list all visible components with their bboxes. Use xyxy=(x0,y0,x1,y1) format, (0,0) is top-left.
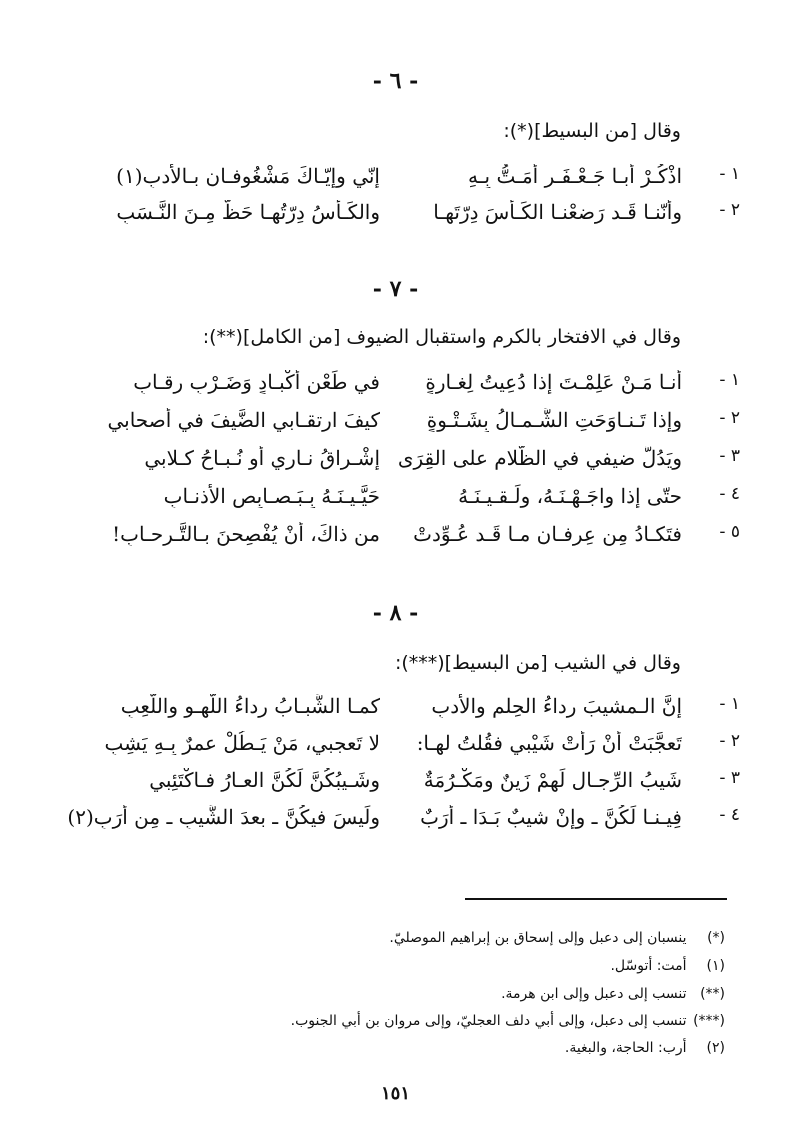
verse-second-hemistich: كيفَ ارتقـابي الضَّيفَ في أصحابي xyxy=(107,408,380,432)
section-intro: وقال في الشيب [من البسيط](***): xyxy=(394,652,681,674)
verse-first-hemistich: وإذا تَـنـاوَحَتِ الشَّـمـالُ بِشَـتْـوةٍ xyxy=(426,408,682,432)
verse-number: ٢ - xyxy=(719,731,740,751)
verse-second-hemistich: من ذاكَ، أنْ يُفْصِحنَ بـالتَّـرحـابِ! xyxy=(112,522,380,546)
verse-line xyxy=(60,200,740,236)
verse-line xyxy=(60,522,740,558)
verse-number: ٢ - xyxy=(719,200,740,220)
footnote-text: تنسب إلى دعبل وإلى ابن هرمة. xyxy=(501,986,687,1002)
verse-second-hemistich: إنّي وإيّـاكَ مَشْغُوفـانِ بـالأدبِ(١) xyxy=(116,164,380,188)
verse-first-hemistich: أنـا مَـنْ عَلِمْـتَ إذا دُعِيتُ لِغـارةٍ xyxy=(425,370,682,394)
section-intro: وقال في الافتخار بالكرم واستقبال الضيوف [من الكامل](**): xyxy=(202,326,681,348)
verse-second-hemistich: لا تَعجبي، مَنْ يَـطُلْ عمرٌ بِـهِ يَشِبِ xyxy=(104,731,380,755)
verse-line xyxy=(60,408,740,444)
verse-number: ١ - xyxy=(719,164,740,184)
verse-first-hemistich: وأنّنـا قَـد رَضعْنـا الكَـأْسَ دِرّتَهـا xyxy=(433,200,682,224)
verse-line xyxy=(60,731,740,767)
verse-second-hemistich: حَيَّـيـنَـهُ بِـبَـصـابِصِ الأذنـابِ xyxy=(163,484,380,508)
verse-line xyxy=(60,370,740,406)
verse-number: ٣ - xyxy=(719,446,740,466)
footnote xyxy=(565,1040,725,1056)
footnote xyxy=(501,986,725,1002)
footnote-mark: (**) xyxy=(700,986,725,1002)
verse-second-hemistich: في طَعْنِ أكْبـادٍ وَضَـرْبِ رِقـابِ xyxy=(133,370,380,394)
verse-line xyxy=(60,694,740,730)
section-intro: وقال [من البسيط](*): xyxy=(503,120,681,142)
verse-second-hemistich: ولَيسَ فيكُنَّ ـ بعدَ الشَّيبِ ـ مِن أرَبِ(٢) xyxy=(67,805,380,829)
footnote xyxy=(291,1013,725,1029)
verse-first-hemistich: حتّى إذا واجَـهْـنَـهُ، ولَـقـيـنَـهُ xyxy=(458,484,682,508)
footnote-divider xyxy=(465,898,727,900)
verse-first-hemistich: إنَّ الـمشيبَ رِداءُ الحِلمِ والأدبِ xyxy=(431,694,682,718)
section-title: - ٨ - xyxy=(372,600,419,626)
verse-first-hemistich: اذْكُـرْ أبـا جَـعْـفَـرٍ أُمَـتُّ بِـهِ xyxy=(467,164,682,188)
verse-line xyxy=(60,484,740,520)
page-number: ١٥١ xyxy=(380,1083,410,1104)
footnote-text: تنسب إلى دعبل، وإلى أبي دلف العجليّ، وإلى مروان بن أبي الجنوب. xyxy=(290,1013,687,1029)
verse-first-hemistich: فِيـنـا لَكُنَّ ـ وإنْ شيبٌ بَـدَا ـ أرَبٌ xyxy=(420,805,682,829)
verse-line xyxy=(60,768,740,804)
footnote-mark: (١) xyxy=(706,958,725,974)
verse-number: ٣ - xyxy=(719,768,740,788)
footnote-mark: (٢) xyxy=(706,1040,725,1056)
verse-second-hemistich: إشْـراقُ نـاري أو نُـبـاحُ كـلابي xyxy=(144,446,380,470)
footnote-mark: (***) xyxy=(693,1013,725,1029)
footnote xyxy=(610,958,725,974)
verse-first-hemistich: تَعجَّبَتْ أنْ رَأتْ شَيْبي فقُلتُ لهـا: xyxy=(416,731,682,755)
verse-number: ١ - xyxy=(719,370,740,390)
footnote-text: أرب: الحاجة، والبغية. xyxy=(564,1040,687,1056)
verse-line xyxy=(60,446,740,482)
verse-number: ٢ - xyxy=(719,408,740,428)
verse-number: ٤ - xyxy=(719,484,740,504)
verse-number: ٤ - xyxy=(719,805,740,825)
verse-second-hemistich: والكَـأْسُ دِرّتُهـا حَظٌّ مِـنَ النَّـسَبِ xyxy=(116,200,380,224)
footnote-text: ينسبان إلى دعبل وإلى إسحاق بن إبراهيم الموصليّ. xyxy=(389,930,687,946)
verse-first-hemistich: شَيبُ الرِّجـالِ لَهمْ زَينٌ ومَكْـرُمَةٌ xyxy=(423,768,682,792)
verse-number: ١ - xyxy=(719,694,740,714)
verse-number: ٥ - xyxy=(719,522,740,542)
verse-first-hemistich: ويَدُلُّ ضيفي في الظَّلامِ على القِرَى xyxy=(397,446,682,470)
verse-line xyxy=(60,805,740,841)
verse-second-hemistich: كمـا الشَّبـابُ رِداءُ اللَّهـوِ واللَّعِبِ xyxy=(120,694,380,718)
section-title: - ٦ - xyxy=(372,68,419,94)
footnote-text: أمت: أتوسّل. xyxy=(610,958,687,974)
section-title: - ٧ - xyxy=(372,276,419,302)
verse-first-hemistich: فتَكـادُ مِن عِرفـانِ مـا قَـد عُـوِّدتْ xyxy=(413,522,682,546)
footnote-mark: (*) xyxy=(707,930,725,946)
footnote xyxy=(389,930,725,946)
verse-line xyxy=(60,164,740,200)
verse-second-hemistich: وشَـيبُكُنَّ لَكُنَّ العـارُ فـاكْتَئِبي xyxy=(149,768,380,792)
